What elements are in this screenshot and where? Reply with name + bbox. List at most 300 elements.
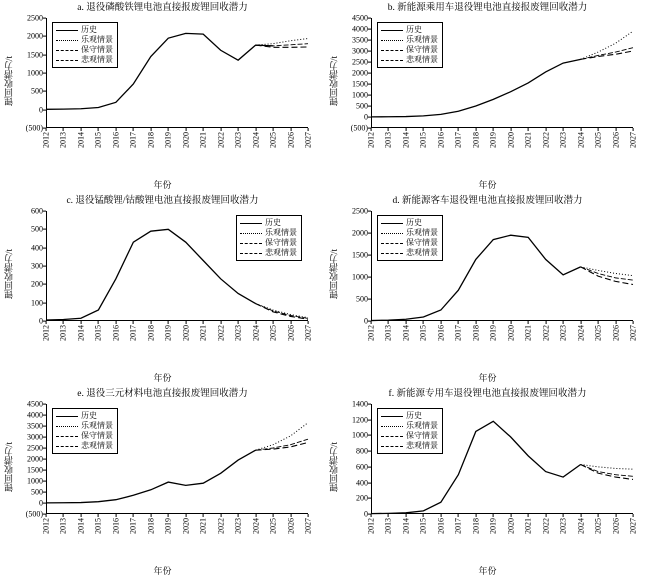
x-tick-label: 2025 [268, 325, 278, 341]
chart-panel-e [0, 386, 325, 579]
legend-line-swatch [381, 37, 403, 43]
x-tick-label: 2021 [198, 132, 208, 148]
y-tick-label: 500 [356, 101, 368, 111]
chart-panel-f [325, 386, 650, 579]
x-tick-label: 2020 [506, 518, 516, 534]
x-tick-mark [563, 128, 564, 131]
x-tick-mark [273, 321, 274, 324]
legend-label: 历史 [265, 218, 281, 227]
x-tick-label: 2025 [268, 518, 278, 534]
x-tick-label: 2026 [286, 132, 296, 148]
legend-line-swatch [240, 250, 262, 256]
x-tick-label: 2015 [93, 325, 103, 341]
legend-line-swatch [381, 240, 403, 246]
y-tick-label: 600 [31, 206, 43, 216]
legend-item [381, 55, 438, 65]
series-悲观情景 [581, 51, 633, 59]
x-tick-mark [150, 321, 151, 324]
legend-line-swatch [381, 443, 403, 449]
legend-label: 悲观情景 [406, 248, 438, 257]
x-axis-label-a: 年份 [153, 180, 172, 190]
x-tick-mark [475, 128, 476, 131]
legend-line-swatch [56, 27, 78, 33]
legend-label: 历史 [406, 218, 422, 227]
x-tick-label: 2018 [146, 132, 156, 148]
x-tick-label: 2025 [593, 518, 603, 534]
x-tick-mark [63, 321, 64, 324]
legend-line-swatch [240, 230, 262, 236]
y-tick-label: 1400 [352, 399, 368, 409]
legend-item [56, 441, 113, 451]
x-tick-label: 2025 [593, 325, 603, 341]
x-tick-mark [423, 128, 424, 131]
x-tick-mark [220, 128, 221, 131]
y-tick-label: 2000 [352, 228, 368, 238]
x-tick-mark [615, 514, 616, 517]
series-保守情景 [581, 267, 633, 280]
legend-f [377, 408, 443, 454]
y-axis-label-a: 锂回收潜力/t [4, 56, 14, 107]
y-tick-label: 4000 [27, 410, 43, 420]
y-tick-label: 0 [364, 509, 368, 519]
legend-item [381, 35, 438, 45]
x-tick-mark [633, 514, 634, 517]
x-tick-label: 2020 [181, 132, 191, 148]
legend-line-swatch [381, 47, 403, 53]
x-tick-label: 2016 [436, 518, 446, 534]
x-tick-label: 2027 [303, 132, 313, 148]
plot-area-e [25, 399, 313, 534]
legend-line-swatch [381, 230, 403, 236]
x-tick-mark [81, 514, 82, 517]
x-tick-label: 2023 [233, 132, 243, 148]
chart-title-d: d. 新能源客车退役锂电池直接报废锂回收潜力 [392, 196, 583, 206]
x-tick-mark [220, 321, 221, 324]
x-tick-label: 2020 [506, 325, 516, 341]
chart-title-c: c. 退役锰酸锂/钴酸锂电池直接报废锂回收潜力 [66, 196, 259, 206]
x-tick-mark [290, 514, 291, 517]
x-tick-mark [308, 128, 309, 131]
x-tick-label: 2023 [558, 325, 568, 341]
x-tick-mark [185, 128, 186, 131]
x-tick-label: 2015 [418, 518, 428, 534]
x-tick-label: 2021 [198, 518, 208, 534]
x-tick-mark [475, 321, 476, 324]
x-tick-mark [46, 514, 47, 517]
x-tick-label: 2027 [303, 325, 313, 341]
series-保守情景 [581, 48, 633, 60]
x-tick-mark [388, 128, 389, 131]
x-tick-label: 2014 [76, 132, 86, 148]
x-tick-label: 2021 [523, 325, 533, 341]
chart-panel-d [325, 193, 650, 386]
x-tick-mark [475, 514, 476, 517]
legend-label: 历史 [81, 411, 97, 420]
x-tick-mark [510, 321, 511, 324]
legend-label: 保守情景 [406, 238, 438, 247]
x-tick-label: 2016 [436, 132, 446, 148]
x-tick-mark [255, 321, 256, 324]
x-tick-mark [440, 128, 441, 131]
x-tick-label: 2019 [163, 518, 173, 534]
y-tick-label: 3500 [352, 35, 368, 45]
x-tick-mark [238, 128, 239, 131]
x-tick-label: 2016 [111, 518, 121, 534]
y-tick-label: 400 [31, 243, 43, 253]
y-tick-label: 1500 [352, 79, 368, 89]
x-tick-label: 2027 [628, 325, 638, 341]
legend-item [381, 238, 438, 248]
x-tick-mark [273, 128, 274, 131]
y-tick-label: 400 [356, 478, 368, 488]
y-tick-label: 500 [31, 224, 43, 234]
x-tick-mark [406, 321, 407, 324]
y-tick-label: 600 [356, 462, 368, 472]
x-tick-mark [458, 514, 459, 517]
x-tick-label: 2020 [506, 132, 516, 148]
x-tick-label: 2013 [58, 518, 68, 534]
legend-item [56, 35, 113, 45]
x-axis-label-f: 年份 [478, 566, 497, 576]
legend-line-swatch [381, 433, 403, 439]
legend-item [56, 25, 113, 35]
x-tick-label: 2017 [128, 132, 138, 148]
x-tick-mark [458, 128, 459, 131]
x-tick-label: 2027 [628, 132, 638, 148]
y-tick-label: 1500 [27, 465, 43, 475]
y-tick-label: 1500 [27, 50, 43, 60]
legend-item [56, 411, 113, 421]
x-tick-mark [423, 321, 424, 324]
y-tick-label: 0 [39, 105, 43, 115]
series-历史 [46, 450, 256, 503]
legend-label: 乐观情景 [406, 421, 438, 430]
chart-panel-a [0, 0, 325, 193]
x-tick-mark [255, 514, 256, 517]
y-tick-label: 800 [356, 446, 368, 456]
legend-line-swatch [381, 250, 403, 256]
legend-label: 保守情景 [265, 238, 297, 247]
legend-line-swatch [56, 423, 78, 429]
x-tick-label: 2017 [128, 325, 138, 341]
y-axis-label-c: 锂回收潜力/t [4, 249, 14, 300]
x-tick-label: 2023 [233, 325, 243, 341]
legend-line-swatch [381, 423, 403, 429]
x-tick-mark [185, 514, 186, 517]
x-tick-label: 2022 [541, 132, 551, 148]
x-axis-label-d: 年份 [478, 373, 497, 383]
x-tick-mark [115, 514, 116, 517]
x-tick-label: 2012 [366, 132, 376, 148]
series-乐观情景 [256, 423, 308, 451]
y-tick-label: 300 [31, 261, 43, 271]
y-tick-label: 4500 [352, 13, 368, 23]
x-axis-label-e: 年份 [153, 566, 172, 576]
x-tick-label: 2021 [198, 325, 208, 341]
y-tick-label: (500) [350, 123, 368, 133]
x-tick-mark [203, 514, 204, 517]
x-tick-mark [168, 128, 169, 131]
x-tick-mark [150, 128, 151, 131]
plot-area-c [31, 206, 313, 341]
legend-label: 保守情景 [406, 431, 438, 440]
x-tick-label: 2017 [453, 518, 463, 534]
series-历史 [46, 229, 256, 320]
x-tick-label: 2016 [111, 325, 121, 341]
x-tick-label: 2018 [146, 325, 156, 341]
legend-line-swatch [56, 413, 78, 419]
x-tick-mark [133, 514, 134, 517]
x-tick-mark [440, 321, 441, 324]
y-tick-label: 0 [364, 316, 368, 326]
legend-line-swatch [56, 433, 78, 439]
chart-title-b: b. 新能源乘用车退役锂电池直接报废锂回收潜力 [387, 3, 588, 13]
y-tick-label: 3000 [352, 46, 368, 56]
x-tick-label: 2013 [383, 325, 393, 341]
y-tick-label: 3500 [27, 421, 43, 431]
plot-area-b [350, 13, 638, 148]
x-tick-label: 2012 [366, 518, 376, 534]
legend-item [381, 441, 438, 451]
legend-item [56, 421, 113, 431]
y-tick-label: 1000 [27, 68, 43, 78]
legend-line-swatch [240, 220, 262, 226]
y-tick-label: 0 [364, 112, 368, 122]
x-tick-mark [545, 514, 546, 517]
x-tick-mark [185, 321, 186, 324]
x-tick-mark [545, 128, 546, 131]
x-tick-label: 2026 [611, 518, 621, 534]
x-tick-label: 2012 [41, 132, 51, 148]
x-tick-label: 2020 [181, 325, 191, 341]
x-tick-mark [493, 321, 494, 324]
y-tick-label: 500 [356, 294, 368, 304]
x-tick-label: 2025 [268, 132, 278, 148]
x-tick-label: 2019 [488, 132, 498, 148]
legend-item [381, 45, 438, 55]
y-tick-label: 100 [31, 298, 43, 308]
chart-title-f: f. 新能源专用车退役锂电池直接报废锂回收潜力 [388, 389, 587, 399]
legend-label: 悲观情景 [406, 441, 438, 450]
y-tick-label: 2000 [352, 68, 368, 78]
x-tick-label: 2022 [216, 518, 226, 534]
series-悲观情景 [581, 465, 633, 480]
x-tick-label: 2013 [58, 132, 68, 148]
x-tick-label: 2015 [93, 518, 103, 534]
x-tick-label: 2022 [541, 325, 551, 341]
x-tick-label: 2024 [576, 132, 586, 148]
x-tick-label: 2019 [488, 518, 498, 534]
legend-item [240, 228, 297, 238]
x-tick-mark [308, 321, 309, 324]
legend-line-swatch [56, 37, 78, 43]
x-tick-label: 2014 [401, 518, 411, 534]
x-tick-mark [580, 128, 581, 131]
x-tick-label: 2018 [146, 518, 156, 534]
x-tick-mark [115, 128, 116, 131]
y-tick-label: 1000 [352, 272, 368, 282]
x-tick-mark [615, 321, 616, 324]
x-tick-label: 2015 [418, 132, 428, 148]
x-tick-label: 2024 [251, 325, 261, 341]
x-tick-label: 2013 [58, 325, 68, 341]
y-tick-label: (500) [25, 509, 43, 519]
series-乐观情景 [581, 31, 633, 59]
x-tick-mark [168, 321, 169, 324]
x-tick-mark [63, 514, 64, 517]
y-tick-label: 500 [31, 86, 43, 96]
series-乐观情景 [581, 465, 633, 470]
x-tick-mark [371, 128, 372, 131]
legend-label: 悲观情景 [81, 441, 113, 450]
x-tick-label: 2023 [558, 518, 568, 534]
x-tick-mark [290, 128, 291, 131]
x-tick-mark [46, 128, 47, 131]
x-tick-mark [580, 514, 581, 517]
legend-label: 历史 [406, 25, 422, 34]
x-tick-mark [133, 321, 134, 324]
legend-label: 乐观情景 [81, 35, 113, 44]
y-tick-label: 2500 [27, 13, 43, 23]
legend-item [381, 218, 438, 228]
y-tick-label: 3000 [27, 432, 43, 442]
x-tick-label: 2024 [576, 518, 586, 534]
x-tick-label: 2024 [251, 518, 261, 534]
x-tick-mark [545, 321, 546, 324]
x-tick-mark [563, 514, 564, 517]
x-tick-label: 2013 [383, 518, 393, 534]
legend-label: 悲观情景 [406, 55, 438, 64]
x-tick-mark [510, 128, 511, 131]
x-tick-mark [406, 128, 407, 131]
x-tick-mark [255, 128, 256, 131]
y-tick-label: 1000 [352, 430, 368, 440]
chart-panel-b [325, 0, 650, 193]
x-tick-label: 2022 [541, 518, 551, 534]
y-tick-label: 1200 [352, 415, 368, 425]
x-tick-mark [563, 321, 564, 324]
x-tick-label: 2018 [471, 518, 481, 534]
y-tick-label: 2000 [27, 31, 43, 41]
legend-label: 保守情景 [81, 431, 113, 440]
y-tick-label: 200 [31, 279, 43, 289]
y-tick-label: (500) [25, 123, 43, 133]
y-tick-label: 4000 [352, 24, 368, 34]
x-tick-mark [238, 514, 239, 517]
legend-line-swatch [381, 57, 403, 63]
series-保守情景 [256, 44, 308, 46]
legend-item [240, 218, 297, 228]
x-tick-label: 2016 [111, 132, 121, 148]
x-tick-mark [203, 321, 204, 324]
x-tick-label: 2018 [471, 132, 481, 148]
legend-b [377, 22, 443, 68]
x-tick-label: 2024 [576, 325, 586, 341]
x-tick-label: 2016 [436, 325, 446, 341]
x-tick-mark [528, 128, 529, 131]
x-tick-mark [98, 514, 99, 517]
legend-item [381, 228, 438, 238]
x-tick-mark [98, 128, 99, 131]
legend-item [56, 431, 113, 441]
x-tick-label: 2017 [453, 325, 463, 341]
x-tick-label: 2026 [286, 518, 296, 534]
legend-item [381, 248, 438, 258]
x-tick-mark [371, 321, 372, 324]
legend-label: 历史 [81, 25, 97, 34]
legend-label: 悲观情景 [265, 248, 297, 257]
x-tick-mark [388, 514, 389, 517]
y-tick-label: 500 [31, 487, 43, 497]
legend-c [236, 215, 302, 261]
series-保守情景 [581, 465, 633, 477]
legend-label: 保守情景 [81, 45, 113, 54]
x-tick-mark [528, 321, 529, 324]
legend-label: 悲观情景 [81, 55, 113, 64]
x-tick-label: 2019 [163, 132, 173, 148]
y-tick-label: 0 [39, 498, 43, 508]
x-tick-mark [598, 514, 599, 517]
x-tick-label: 2017 [128, 518, 138, 534]
x-tick-mark [388, 321, 389, 324]
x-tick-mark [81, 321, 82, 324]
y-tick-label: 2500 [352, 57, 368, 67]
x-tick-label: 2026 [286, 325, 296, 341]
x-tick-mark [458, 321, 459, 324]
y-axis-label-e: 锂回收潜力/t [4, 442, 14, 493]
legend-label: 乐观情景 [265, 228, 297, 237]
x-tick-label: 2023 [233, 518, 243, 534]
legend-line-swatch [56, 47, 78, 53]
x-tick-label: 2019 [488, 325, 498, 341]
y-axis-label-d: 锂回收潜力/t [329, 249, 339, 300]
x-tick-label: 2014 [401, 325, 411, 341]
y-tick-label: 0 [39, 316, 43, 326]
x-tick-mark [115, 321, 116, 324]
x-tick-label: 2025 [593, 132, 603, 148]
x-axis-label-b: 年份 [478, 180, 497, 190]
y-tick-label: 4500 [27, 399, 43, 409]
legend-item [56, 45, 113, 55]
legend-line-swatch [240, 240, 262, 246]
x-tick-mark [598, 321, 599, 324]
y-axis-label-f: 锂回收潜力/t [329, 442, 339, 493]
legend-label: 保守情景 [406, 45, 438, 54]
legend-e [52, 408, 118, 454]
x-tick-label: 2019 [163, 325, 173, 341]
x-tick-mark [238, 321, 239, 324]
x-tick-label: 2026 [611, 132, 621, 148]
x-tick-label: 2015 [93, 132, 103, 148]
x-tick-mark [150, 514, 151, 517]
legend-label: 历史 [406, 411, 422, 420]
plot-area-d [352, 206, 638, 341]
x-tick-label: 2022 [216, 132, 226, 148]
legend-line-swatch [56, 57, 78, 63]
legend-item [381, 25, 438, 35]
x-tick-label: 2024 [251, 132, 261, 148]
x-tick-label: 2018 [471, 325, 481, 341]
legend-item [56, 55, 113, 65]
plot-area-a [25, 13, 313, 148]
x-tick-mark [98, 321, 99, 324]
x-tick-label: 2014 [76, 518, 86, 534]
x-tick-mark [308, 514, 309, 517]
x-tick-mark [63, 128, 64, 131]
legend-label: 乐观情景 [406, 35, 438, 44]
series-乐观情景 [256, 304, 308, 318]
x-tick-mark [81, 128, 82, 131]
